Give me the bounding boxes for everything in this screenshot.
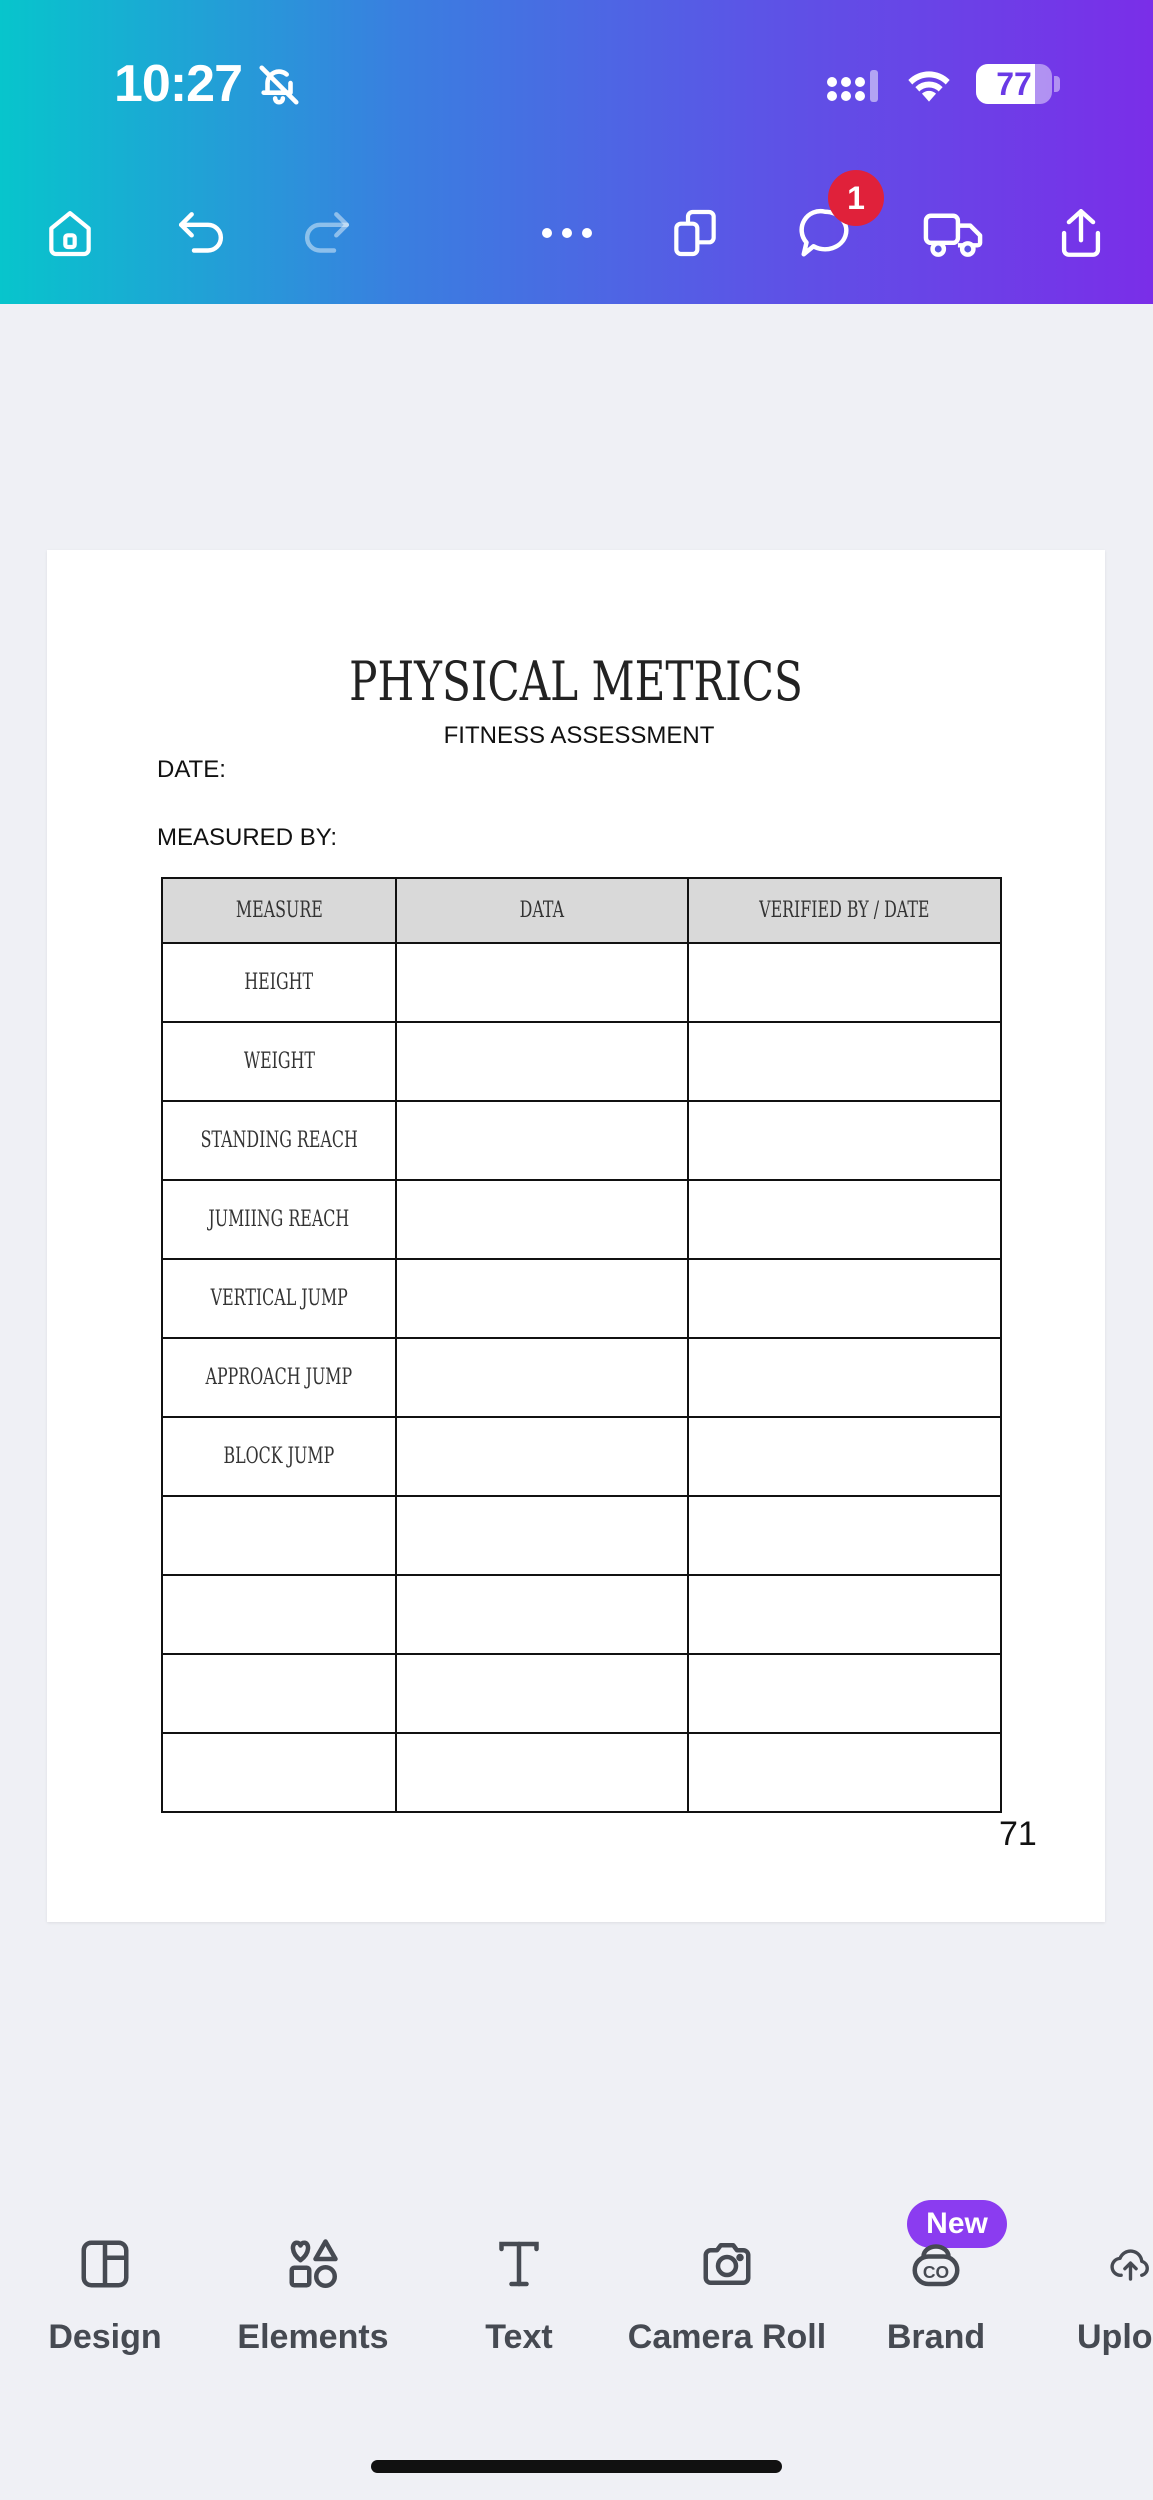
share-icon [1052,203,1110,263]
table-cell [688,1022,1001,1101]
design-icon [75,2234,135,2294]
table-row [162,1259,1001,1338]
table-row [162,1338,1001,1417]
nav-brand[interactable] [836,2228,1036,2357]
brand-icon [906,2234,966,2294]
table-cell [396,1733,688,1812]
table-cell [162,943,396,1022]
document-page[interactable] [47,550,1105,1922]
nav-camera-roll-label: Camera Roll [627,2318,827,2356]
table-cell [396,1338,688,1417]
table-row [162,1733,1001,1812]
column-header-data [396,878,688,943]
table-cell [688,943,1001,1022]
elements-icon [283,2234,343,2294]
truck-icon [921,205,985,261]
nav-elements[interactable] [213,2228,413,2357]
more-dots-icon [537,223,597,243]
redo-button[interactable] [292,198,362,268]
table-row [162,1496,1001,1575]
page-number[interactable]: 71 [999,1815,1037,1853]
redo-icon [297,205,357,261]
table-row [162,1180,1001,1259]
document-subtitle[interactable]: FITNESS ASSESSMENT [443,722,715,749]
nav-text-label: Text [485,2318,553,2356]
battery-tip [1054,76,1060,92]
home-icon [42,205,98,261]
svg-text:CO: CO [922,2262,950,2282]
table-cell [688,1338,1001,1417]
table-cell [396,1654,688,1733]
table-cell [162,1733,396,1812]
upload-icon [1108,2234,1153,2294]
wifi-icon [902,62,956,111]
table-cell [162,1654,396,1733]
pages-button[interactable] [660,198,730,268]
table-cell [162,1101,396,1180]
nav-camera-roll[interactable] [627,2228,827,2357]
table-row [162,943,1001,1022]
battery-indicator [976,64,1052,104]
camera-icon [697,2234,757,2294]
table-cell [396,1022,688,1101]
column-header-verified [688,878,1001,943]
cell-text: STANDING REACH [200,1128,358,1153]
table-cell [162,1259,396,1338]
nav-text[interactable] [419,2228,619,2357]
comments-badge: 1 [828,170,884,226]
table-cell [688,1180,1001,1259]
nav-design-label: Design [48,2318,162,2356]
nav-uploads-label: Uplo [1077,2318,1153,2356]
table-cell [162,1417,396,1496]
measured-by-label[interactable]: MEASURED BY: [157,824,338,851]
new-badge: New [907,2200,1007,2248]
pages-icon [667,203,723,263]
nav-uploads[interactable] [1040,2228,1153,2357]
top-bar [0,0,1153,304]
table-cell [688,1496,1001,1575]
table-row [162,1575,1001,1654]
table-row [162,1022,1001,1101]
bell-muted-icon [256,62,302,113]
table-cell [396,1259,688,1338]
text-icon [489,2234,549,2294]
header-text: VERIFIED BY / DATE [759,898,930,923]
nav-brand-label: Brand [886,2318,986,2356]
table-cell [396,1575,688,1654]
undo-icon [171,205,231,261]
table-cell [162,1022,396,1101]
home-indicator [371,2460,782,2473]
cell-text: WEIGHT [243,1049,315,1074]
document-title[interactable]: PHYSICAL METRICS [349,650,803,713]
metrics-table[interactable] [161,877,1002,1813]
battery-level: 77 [996,66,1032,102]
table-cell [396,1101,688,1180]
header-text: DATA [519,898,565,923]
table-cell [396,943,688,1022]
table-cell [688,1575,1001,1654]
header-text: MEASURE [235,898,323,923]
table-row [162,1417,1001,1496]
cell-text: JUMIING REACH [208,1207,350,1232]
table-cell [396,1417,688,1496]
date-label[interactable]: DATE: [157,756,226,783]
status-bar [0,40,1153,130]
table-cell [162,1496,396,1575]
table-cell [162,1575,396,1654]
column-header-measure [162,878,396,943]
table-cell [396,1496,688,1575]
table-cell [688,1101,1001,1180]
cell-text: BLOCK JUMP [223,1444,335,1469]
table-cell [396,1180,688,1259]
status-time: 10:27 [114,55,242,113]
table-row [162,1101,1001,1180]
nav-design[interactable] [5,2228,205,2357]
cell-text: VERTICAL JUMP [210,1286,348,1311]
more-options-button[interactable] [532,198,602,268]
table-header-row [162,878,1001,943]
cellular-signal-icon [826,66,884,111]
cell-text: APPROACH JUMP [205,1365,353,1390]
table-cell [688,1733,1001,1812]
table-cell [162,1338,396,1417]
undo-button[interactable] [166,198,236,268]
home-button[interactable] [35,198,105,268]
table-cell [162,1180,396,1259]
delivery-button[interactable] [918,198,988,268]
table-row [162,1654,1001,1733]
table-cell [688,1417,1001,1496]
nav-elements-label: Elements [237,2318,389,2356]
share-button[interactable] [1046,198,1116,268]
table-cell [688,1654,1001,1733]
cell-text: HEIGHT [244,970,314,995]
table-cell [688,1259,1001,1338]
